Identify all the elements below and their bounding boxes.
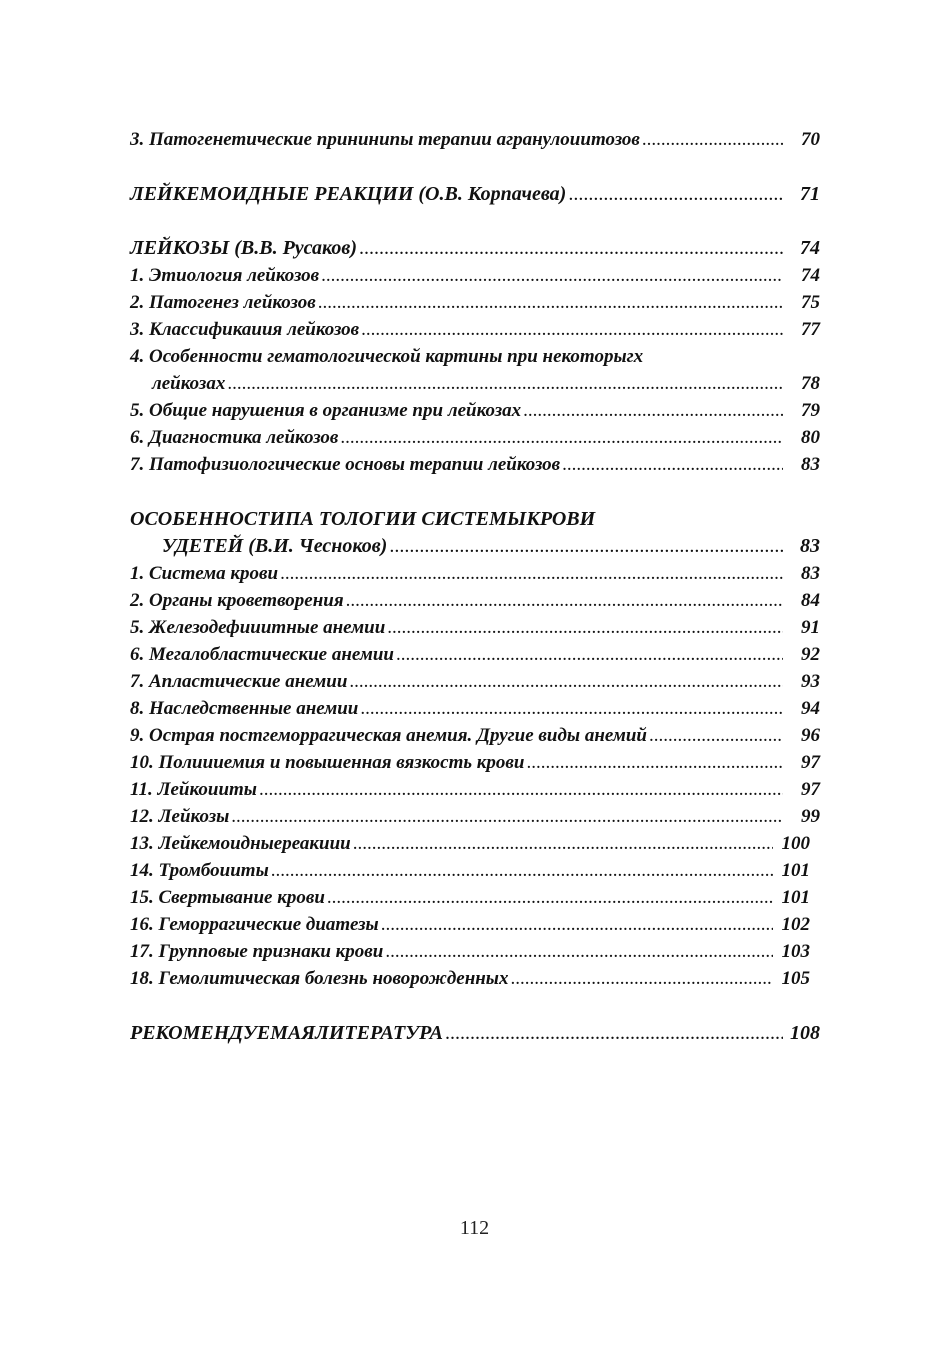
toc-entry [130, 668, 820, 695]
toc-entry [130, 289, 820, 316]
toc-entry-page: 96 [801, 725, 820, 746]
toc-entry-title: 15. Свертывание крови [130, 887, 325, 908]
toc-entry-title: ЛЕЙКОЗЫ (В.В. Русаков) [130, 237, 358, 259]
toc-dot-leader [327, 884, 773, 911]
toc-entry-title: 13. Лейкемоидныереакиии [130, 833, 351, 854]
toc-entry-page: 75 [801, 292, 820, 313]
toc-entry-page: 97 [801, 752, 820, 773]
toc-dot-leader [318, 289, 783, 316]
toc-entry-page: 99 [801, 806, 820, 827]
toc-entry-page: 71 [800, 183, 820, 205]
toc-entry-page: 100 [781, 833, 810, 854]
toc-entry [130, 370, 820, 397]
toc-section-heading [130, 533, 820, 560]
toc-entry-page: 83 [800, 535, 820, 557]
toc-entry-page: 101 [781, 860, 810, 881]
toc-entry [130, 749, 820, 776]
toc-entry-title: 10. Полиииемия и повышенная вязкость крови [130, 752, 525, 773]
toc-entry [130, 126, 820, 153]
toc-section-heading: ОСОБЕННОСТИПА ТОЛОГИИ СИСТЕМЫКРОВИ [130, 508, 596, 530]
toc-entry [130, 911, 810, 938]
toc-entry-page: 93 [801, 671, 820, 692]
toc-entry-title: 5. Общие нарушения в организме при лейкозах [130, 400, 522, 421]
toc-entry [130, 776, 820, 803]
toc-dot-leader [396, 641, 783, 668]
toc-dot-leader [649, 722, 783, 749]
toc-entry-title: 12. Лейкозы [130, 806, 230, 827]
toc-entry-page: 74 [800, 237, 820, 259]
toc-entry-title: 17. Групповые признаки крови [130, 941, 384, 962]
toc-dot-leader [568, 181, 783, 208]
toc-dot-leader [346, 587, 783, 614]
toc-entry-page: 83 [801, 454, 820, 475]
toc-entry [130, 397, 820, 424]
toc-entry-title: 11. Лейкоииты [130, 779, 257, 800]
toc-entry [130, 884, 810, 911]
toc-entry-title: 2. Органы кроветворения [130, 590, 344, 611]
toc-entry-title: ЛЕЙКЕМОИДНЫЕ РЕАКЦИИ (О.В. Корпачева) [130, 183, 567, 205]
toc-dot-leader [387, 614, 783, 641]
toc-entry-title: 5. Железодефииитные анемии [130, 617, 386, 638]
toc-entry-title: 16. Геморрагические диатезы [130, 914, 379, 935]
toc-entry [130, 451, 820, 478]
toc-entry [130, 830, 810, 857]
toc-entry-page: 91 [801, 617, 820, 638]
toc-dot-leader [227, 370, 783, 397]
toc-entry-page: 80 [801, 427, 820, 448]
toc-entry-title: 6. Диагностика лейкозов [130, 427, 339, 448]
toc-entry-page: 105 [781, 968, 810, 989]
toc-entry-title: 7. Апластические анемии [130, 671, 348, 692]
toc-entry [130, 560, 820, 587]
toc-entry-page: 74 [801, 265, 820, 286]
toc-dot-leader [280, 560, 783, 587]
toc-entry-page: 77 [801, 319, 820, 340]
toc-dot-leader [259, 776, 783, 803]
toc-entry [130, 857, 810, 884]
toc-entry-title-continued: лейкозах [152, 373, 226, 394]
toc-dot-leader [231, 803, 783, 830]
toc-entry-title: 9. Острая постгеморрагическая анемия. Другие виды анемий [130, 725, 647, 746]
toc-dot-leader [360, 695, 783, 722]
toc-entry [130, 965, 810, 992]
toc-entry-title: 18. Гемолитическая болезнь новорожденных [130, 968, 509, 989]
toc-section-heading [130, 235, 820, 262]
toc-entry [130, 587, 820, 614]
toc-entry-title: 8. Наследственные анемии [130, 698, 359, 719]
toc-entry [130, 695, 820, 722]
toc-dot-leader [361, 316, 783, 343]
toc-entry-page: 83 [801, 563, 820, 584]
toc-entry-title: 14. Тромбоииты [130, 860, 269, 881]
toc-section-heading [130, 1020, 820, 1047]
page-number: 112 [459, 1217, 490, 1239]
toc-entry-title: 6. Мегалобластические анемии [130, 644, 394, 665]
toc-entry-title: 4. Особенности гематологической картины при некоторыгх [130, 346, 644, 367]
toc-entry-title: 1. Этиология лейкозов [130, 265, 320, 286]
toc-entry-page: 70 [801, 129, 820, 150]
toc-entry-page: 78 [801, 373, 820, 394]
toc-dot-leader [381, 911, 773, 938]
toc-entry-page: 103 [781, 941, 810, 962]
toc-entry [130, 424, 820, 451]
toc-entry-title: 2. Патогенез лейкозов [130, 292, 316, 313]
toc-entry-page: 108 [790, 1022, 820, 1044]
toc-dot-leader [271, 857, 773, 884]
toc-dot-leader [562, 451, 783, 478]
toc-entry [130, 262, 820, 289]
toc-dot-leader [389, 533, 783, 560]
toc-entry-page: 94 [801, 698, 820, 719]
toc-dot-leader [349, 668, 783, 695]
toc-section-heading [130, 181, 820, 208]
toc-entry-page: 84 [801, 590, 820, 611]
toc-dot-leader [642, 126, 783, 153]
toc-entry [130, 614, 820, 641]
toc-entry [130, 641, 820, 668]
toc-entry-title-continued: УДЕТЕЙ (В.И. Чесноков) [162, 535, 388, 557]
toc-dot-leader [511, 965, 774, 992]
toc-entry [130, 316, 820, 343]
toc-entry-page: 97 [801, 779, 820, 800]
toc-entry-title: 3. Патогенетические прининипы терапии агранулоиитозов [130, 129, 640, 150]
toc-entry-title: РЕКОМЕНДУЕМАЯЛИТЕРАТУРА [130, 1022, 443, 1044]
toc-dot-leader [321, 262, 783, 289]
toc-entry-page: 79 [801, 400, 820, 421]
toc-entry-page: 92 [801, 644, 820, 665]
toc-dot-leader [526, 749, 783, 776]
toc-entry-page: 101 [781, 887, 810, 908]
toc-entry-title: 1. Система крови [130, 563, 279, 584]
toc-dot-leader [359, 235, 783, 262]
toc-dot-leader [340, 424, 783, 451]
toc-entry [130, 938, 810, 965]
toc-dot-leader [523, 397, 783, 424]
toc-dot-leader [445, 1020, 783, 1047]
toc-entry [130, 722, 820, 749]
toc-entry-page: 102 [781, 914, 810, 935]
toc-dot-leader [353, 830, 773, 857]
toc-entry-title: 7. Патофизиологические основы терапии лейкозов [130, 454, 561, 475]
toc-entry-title: 3. Классификаиия лейкозов [130, 319, 360, 340]
toc-entry [130, 803, 820, 830]
toc-dot-leader [385, 938, 773, 965]
